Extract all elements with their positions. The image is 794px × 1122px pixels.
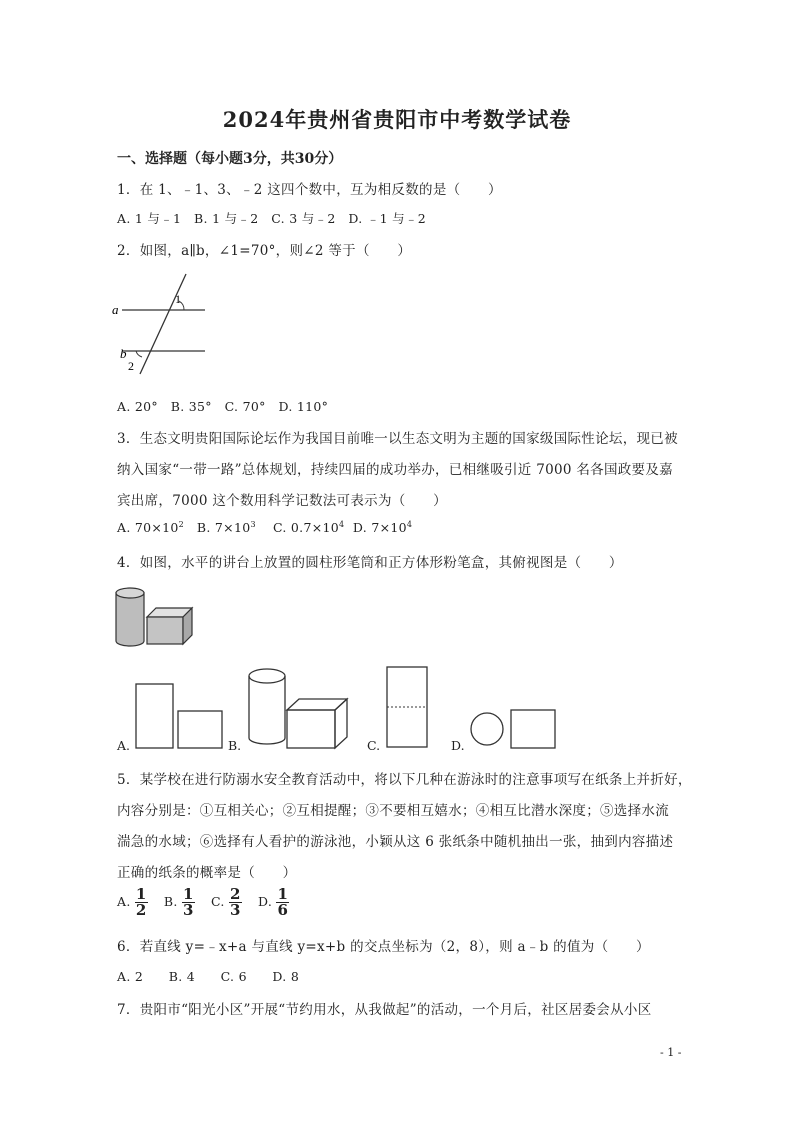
q3-option-c: C. 0.7×10 [272, 520, 339, 536]
q4-option-d-label: D. [451, 738, 465, 753]
q3-option-b-exp: 3 [250, 520, 256, 529]
cylinder-and-cube-figure [110, 583, 200, 653]
q5-option-c-fraction: $\frac{2}{3}$ [229, 885, 241, 919]
question-2-options: A. 20° B. 35° C. 70° D. 110° [117, 399, 329, 414]
q4-option-c-label: C. [367, 738, 381, 753]
q5-option-a-label: A. [117, 894, 131, 909]
q5-option-d-label: D. [258, 894, 273, 909]
question-5-options [117, 887, 301, 918]
label-b: b [120, 346, 127, 361]
q4-option-a-label: A. [117, 738, 131, 753]
question-2-stem: 2．如图，a∥b，∠1=70°，则∠2 等于（ ） [117, 243, 412, 259]
label-a: a [112, 302, 119, 317]
question-3-line-2: 纳入国家“一带一路”总体规划，持续四届的成功举办，已相继吸引近 7000 名各国政要及嘉 [117, 462, 673, 478]
q3-option-a: A. 70×10 [117, 520, 179, 536]
question-7-line-1: 7．贵阳市“阳光小区”开展“节约用水，从我做起”的活动，一个月后，社区居委会从小区 [117, 1002, 652, 1018]
question-1-stem: 1．在 1、﹣1、3、﹣2 这四个数中，互为相反数的是（ ） [117, 182, 502, 198]
question-3-options [117, 520, 412, 535]
q5-option-d-fraction: $\frac{1}{6}$ [277, 885, 289, 919]
question-4-stem: 4．如图，水平的讲台上放置的圆柱形笔筒和正方体形粉笔盒，其俯视图是（ ） [117, 555, 623, 571]
q3-option-c-exp: 4 [338, 520, 345, 529]
option-b-figure [247, 665, 352, 755]
question-3-line-3: 宾出席，7000 这个数用科学记数法可表示为（ ） [117, 493, 447, 509]
q5-option-a-fraction: $\frac{1}{2}$ [135, 885, 147, 919]
option-d-figure [470, 706, 560, 752]
question-5-line-2: 内容分别是：①互相关心；②互相提醒；③不要相互嬉水；④相互比潜水深度；⑤选择水流 [117, 803, 669, 819]
question-5-line-3: 湍急的水域；⑥选择有人看护的游泳池，小颖从这 6 张纸条中随机抽出一张，抽到内容描述 [117, 834, 674, 850]
exam-title: 2024年贵州省贵阳市中考数学试卷 [222, 107, 572, 132]
question-6-options: A. 2 B. 4 C. 6 D. 8 [117, 969, 300, 984]
question-5-line-4: 正确的纸条的概率是（ ） [117, 865, 297, 881]
question-6-stem: 6．若直线 y=﹣x+a 与直线 y=x+b 的交点坐标为（2，8），则 a﹣b 的值为（ ） [117, 939, 650, 955]
section-heading: 一、选择题（每小题3分，共30分） [117, 151, 343, 167]
option-c-figure [386, 665, 431, 750]
q3-option-b: B. 7×10 [196, 520, 251, 536]
question-5-line-1: 5．某学校在进行防溺水安全教育活动中，将以下几种在游泳时的注意事项写在纸条上并折好， [117, 772, 692, 788]
q4-option-b-label: B. [228, 738, 242, 753]
question-1-options: A. 1 与﹣1 B. 1 与﹣2 C. 3 与﹣2 D. ﹣1 与﹣2 [117, 211, 427, 226]
q5-option-b-fraction: $\frac{1}{3}$ [182, 885, 194, 919]
q5-option-b-label: B. [163, 894, 178, 909]
q3-option-a-exp: 2 [178, 520, 185, 529]
q3-option-d-exp: 4 [406, 520, 413, 529]
option-a-figure [136, 682, 226, 752]
parallel-lines-figure [110, 270, 220, 380]
q3-option-d: D. 7×10 [352, 520, 407, 536]
q5-option-c-label: C. [211, 894, 225, 909]
page-number: - 1 - [660, 1046, 682, 1059]
question-3-line-1: 3．生态文明贵阳国际论坛作为我国目前唯一以生态文明为主题的国家级国际性论坛，现已被 [117, 431, 678, 447]
label-angle-1: 1 [175, 292, 181, 306]
label-angle-2: 2 [128, 359, 134, 373]
